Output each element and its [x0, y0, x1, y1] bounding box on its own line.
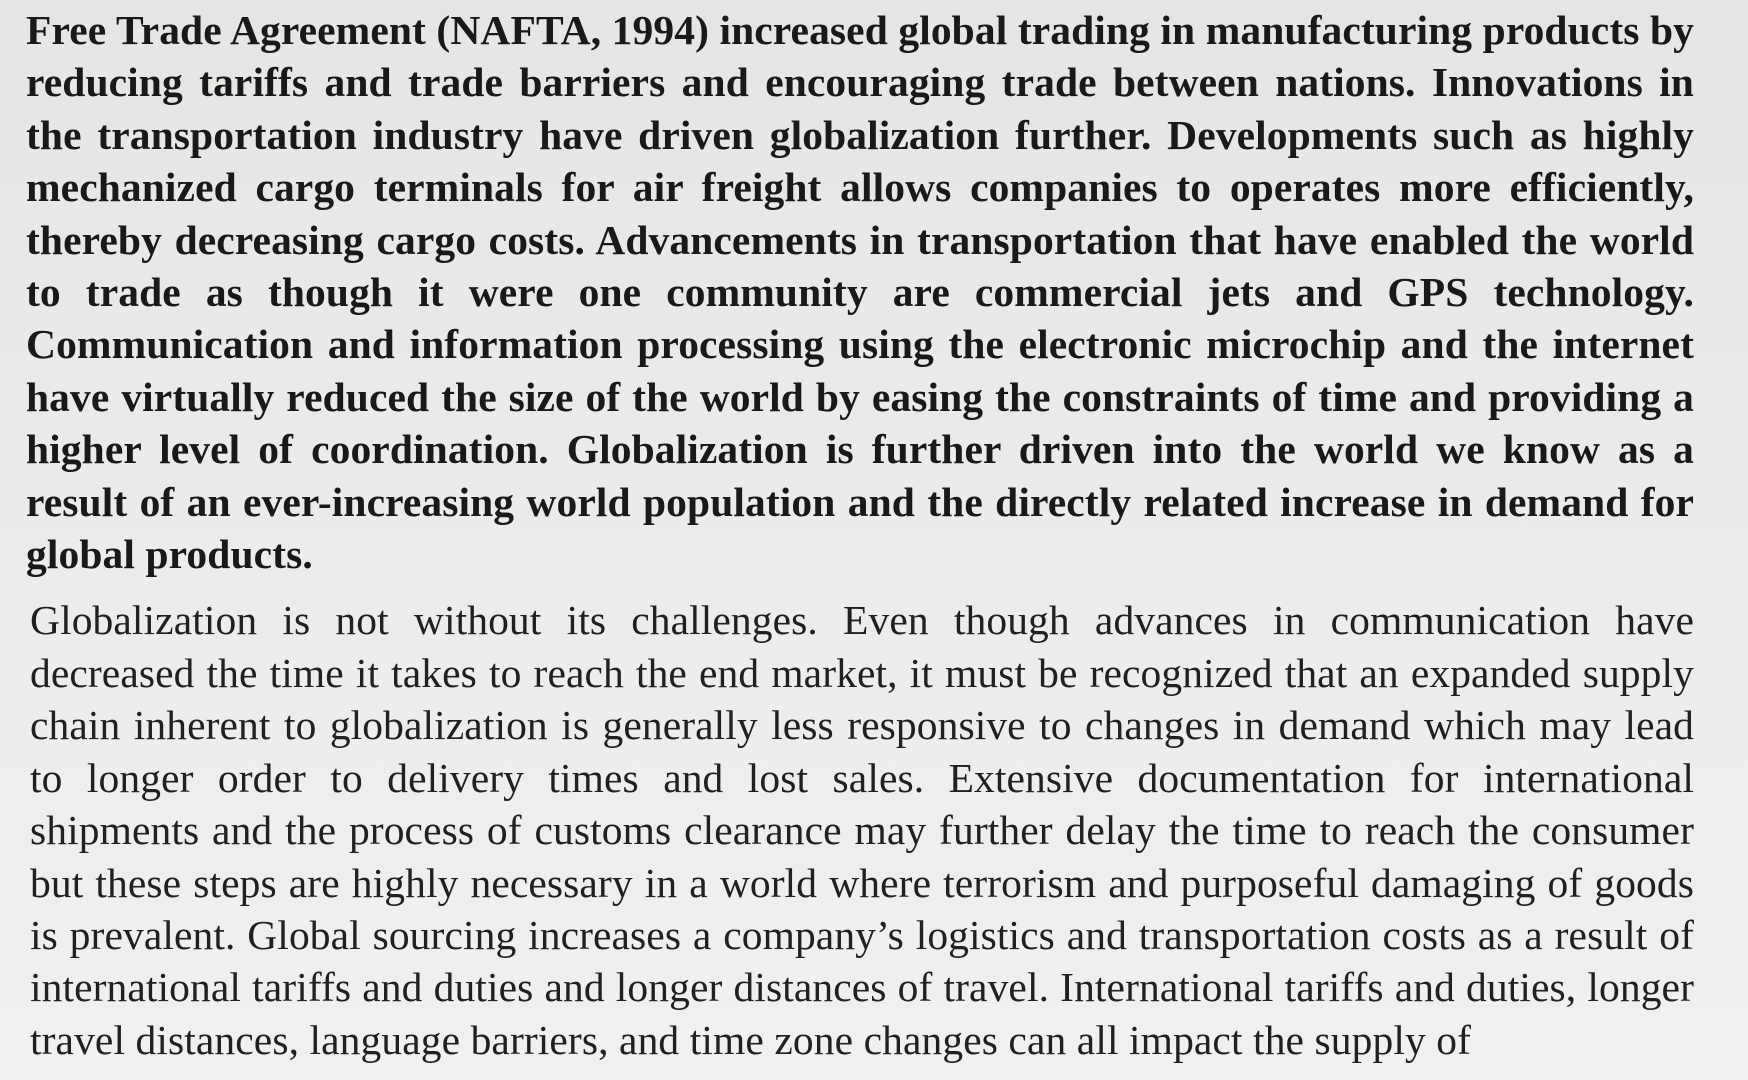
paragraph-globalization-challenges: Globalization is not without its challenges. Even though advances in communication have decreased the time it takes to reach the end market, it must be recognized that an expanded supply chain inherent to globalization is generally less responsive to changes in demand which may lead to longer order to delivery times and lost sales. Extensive documentation for international shipments and the process of customs clearance may further delay the time to reach the consumer but these steps are highly necessary in a world where terrorism and purposeful damaging of goods is prevalent. Global sourcing increases a company’s logistics and transportation costs as a result of international tariffs and duties and longer distances of travel. International tariffs and duties, longer travel distances, language barriers, and time zone changes can all impact the supply of [30, 597, 1694, 1063]
paragraph-globalization-drivers: Free Trade Agreement (NAFTA, 1994) increased global trading in manufacturing products by reducing tariffs and trade barriers and encouraging trade between nations. Innovations in the transportation industry have driven globalization further. Developments such as highly mechanized cargo terminals for air freight allows companies to operates more efficiently, thereby decreasing cargo costs. Advancements in transportation that have enabled the world to trade as though it were one community are commercial jets and GPS technology. Communication and information processing using the electronic microchip and the internet have virtually reduced the size of the world by easing the constraints of time and providing a higher level of coordination. Globalization is further driven into the world we know as a result of an ever-increasing world population and the directly related increase in demand for global products. [26, 7, 1694, 578]
